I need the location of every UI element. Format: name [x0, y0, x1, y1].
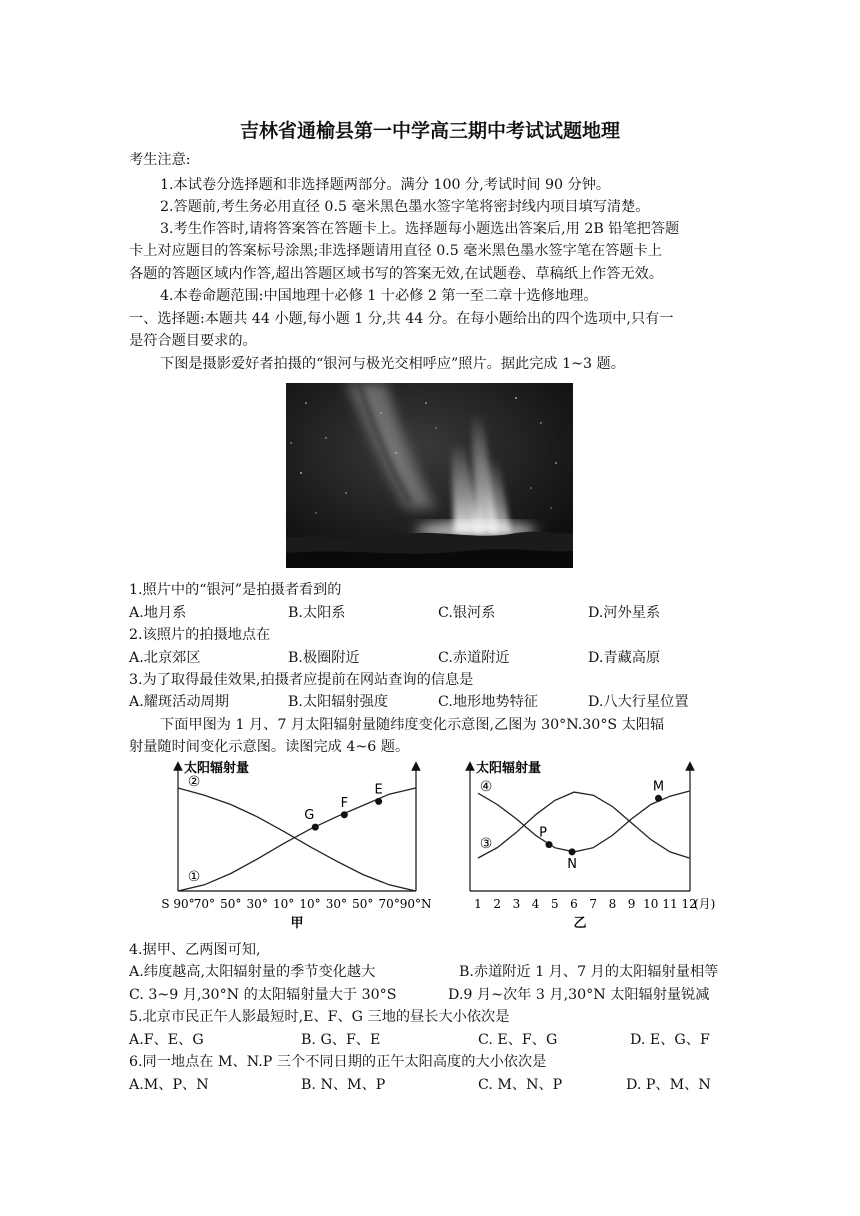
point-label: G — [304, 808, 315, 824]
q1-option-c: C.银河系 — [438, 605, 496, 621]
intro-q1-3: 下图是摄影爱好者拍摄的“银河与极光交相呼应”照片。据此完成 1~3 题。 — [160, 356, 625, 372]
point-marker — [341, 811, 348, 818]
q6-stem: 6.同一地点在 M、N.P 三个不同日期的正午太阳高度的大小依次是 — [129, 1054, 547, 1070]
point-label: F — [340, 795, 349, 811]
x-tick-label: 70° — [193, 897, 216, 911]
q5-option-a: A.F、E、G — [129, 1032, 204, 1048]
chart-caption: 乙 — [573, 916, 587, 931]
q1-option-a: A.地月系 — [129, 605, 187, 621]
point-label: E — [374, 782, 383, 798]
q4-option-b: B.赤道附近 1 月、7 月的太阳辐射量相等 — [459, 964, 719, 980]
notice-line: 3.考生作答时,请将答案答在答题卡上。选择题每小题选出答案后,用 2B 铅笔把答题 — [160, 221, 680, 237]
x-tick-label: 50° — [220, 897, 242, 911]
x-tick-label: 3 — [512, 897, 521, 911]
x-tick-label: 70° — [378, 897, 400, 911]
section-heading: 一、选择题:本题共 44 小题,每小题 1 分,共 44 分。在每小题给出的四个选项中,只有一 — [129, 311, 674, 327]
q1-option-b: B.太阳系 — [288, 605, 346, 621]
q6-option-c: C. M、N、P — [478, 1077, 563, 1093]
q1-stem: 1.照片中的“银河”是拍摄者看到的 — [129, 582, 342, 598]
q3-option-b: B.太阳辐射强度 — [288, 694, 389, 710]
x-tick-label: 10° — [299, 897, 321, 911]
point-marker — [312, 824, 319, 831]
milky-way-aurora-photo — [286, 383, 573, 568]
chart-caption: 甲 — [290, 916, 304, 931]
x-tick-label: 10° — [272, 897, 295, 911]
q5-stem: 5.北京市民正午人影最短时,E、F、G 三地的昼长大小依次是 — [129, 1009, 510, 1025]
x-tick-label: 9 — [627, 897, 636, 911]
intro-q4-6: 下面甲图为 1 月、7 月太阳辐射量随纬度变化示意图,乙图为 30°N.30°S 太阳辐 — [160, 717, 665, 733]
q2-option-a: A.北京郊区 — [129, 650, 201, 666]
q2-stem: 2.该照片的拍摄地点在 — [129, 627, 271, 643]
x-tick-label: 2 — [493, 897, 502, 911]
point-marker — [546, 841, 553, 848]
x-tick-label: 6 — [570, 897, 578, 911]
y-axis-label: 太阳辐射量 — [476, 761, 542, 776]
point-marker — [375, 798, 382, 805]
x-tick-label: 30° — [246, 897, 268, 911]
q3-option-d: D.八大行星位置 — [588, 694, 689, 710]
notice-line: 各题的答题区域内作答,超出答题区域书写的答案无效,在试题卷、草稿纸上作答无效。 — [129, 266, 663, 282]
x-tick-label: 7 — [589, 897, 598, 911]
q4-option-d: D.9 月~次年 3 月,30°N 太阳辐射量锐减 — [448, 987, 710, 1003]
x-tick-label: 30° — [325, 897, 348, 911]
q4-option-c: C. 3~9 月,30°N 的太阳辐射量大于 30°S — [129, 987, 397, 1003]
q3-stem: 3.为了取得最佳效果,拍摄者应提前在网站查询的信息是 — [129, 672, 474, 688]
q4-stem: 4.据甲、乙两图可知, — [129, 942, 261, 958]
x-tick-label: 11 — [662, 897, 678, 911]
q2-option-c: C.赤道附近 — [438, 650, 510, 666]
x-tick-label: 12 — [681, 897, 697, 911]
point-label: P — [539, 825, 547, 841]
x-tick-label: S 90° — [161, 897, 195, 911]
x-tick-label: 4 — [531, 897, 540, 911]
q5-option-d: D. E、G、F — [630, 1032, 710, 1048]
notice-line: 1.本试卷分选择题和非选择题两部分。满分 100 分,考试时间 90 分钟。 — [160, 177, 611, 193]
x-tick-label: 5 — [550, 897, 559, 911]
q1-option-d: D.河外星系 — [588, 605, 661, 621]
x-tick-label: 10 — [643, 897, 659, 911]
series-label: ④ — [479, 779, 493, 796]
series-label: ① — [187, 869, 201, 885]
x-tick-label: 1 — [474, 897, 482, 911]
notice-line: 卡上对应题目的答案标号涂黑;非选择题请用直径 0.5 毫米黑色墨水签字笔在答题卡上 — [129, 243, 662, 259]
x-tick-label: 8 — [608, 897, 617, 911]
point-label: M — [652, 779, 665, 795]
point-marker — [655, 795, 662, 802]
intro-q4-6-cont: 射量随时间变化示意图。读图完成 4~6 题。 — [129, 739, 410, 755]
notice-line: 2.答题前,考生务必用直径 0.5 毫米黑色墨水签字笔将密封线内项目填写清楚。 — [160, 199, 650, 215]
section-heading-cont: 是符合题目要求的。 — [129, 333, 257, 349]
q2-option-d: D.青藏高原 — [588, 650, 661, 666]
notice-heading: 考生注意: — [129, 152, 191, 168]
solar-radiation-figure — [158, 758, 738, 938]
q6-option-d: D. P、M、N — [626, 1077, 711, 1093]
page-title: 吉林省通榆县第一中学高三期中考试试题地理 — [239, 120, 620, 142]
y-axis-label: 太阳辐射量 — [184, 761, 250, 776]
point-label: N — [567, 856, 577, 872]
x-tick-label: 50° — [352, 897, 374, 911]
series-label: ② — [187, 774, 201, 790]
point-marker — [569, 848, 576, 855]
q6-option-a: A.M、P、N — [129, 1077, 209, 1093]
q6-option-b: B. N、M、P — [301, 1077, 386, 1093]
series-label: ③ — [479, 836, 493, 853]
q4-option-a: A.纬度越高,太阳辐射量的季节变化越大 — [129, 964, 376, 980]
q5-option-c: C. E、F、G — [478, 1032, 558, 1048]
notice-line: 4.本卷命题范围:中国地理十必修 1 十必修 2 第一至二章十选修地理。 — [160, 288, 598, 304]
q5-option-b: B. G、F、E — [301, 1032, 381, 1048]
x-axis-unit: (月) — [694, 897, 716, 911]
x-tick-label: 90°N — [399, 897, 432, 911]
q3-option-a: A.耀斑活动周期 — [129, 694, 229, 710]
q3-option-c: C.地形地势特征 — [438, 694, 538, 710]
q2-option-b: B.极圈附近 — [288, 650, 360, 666]
